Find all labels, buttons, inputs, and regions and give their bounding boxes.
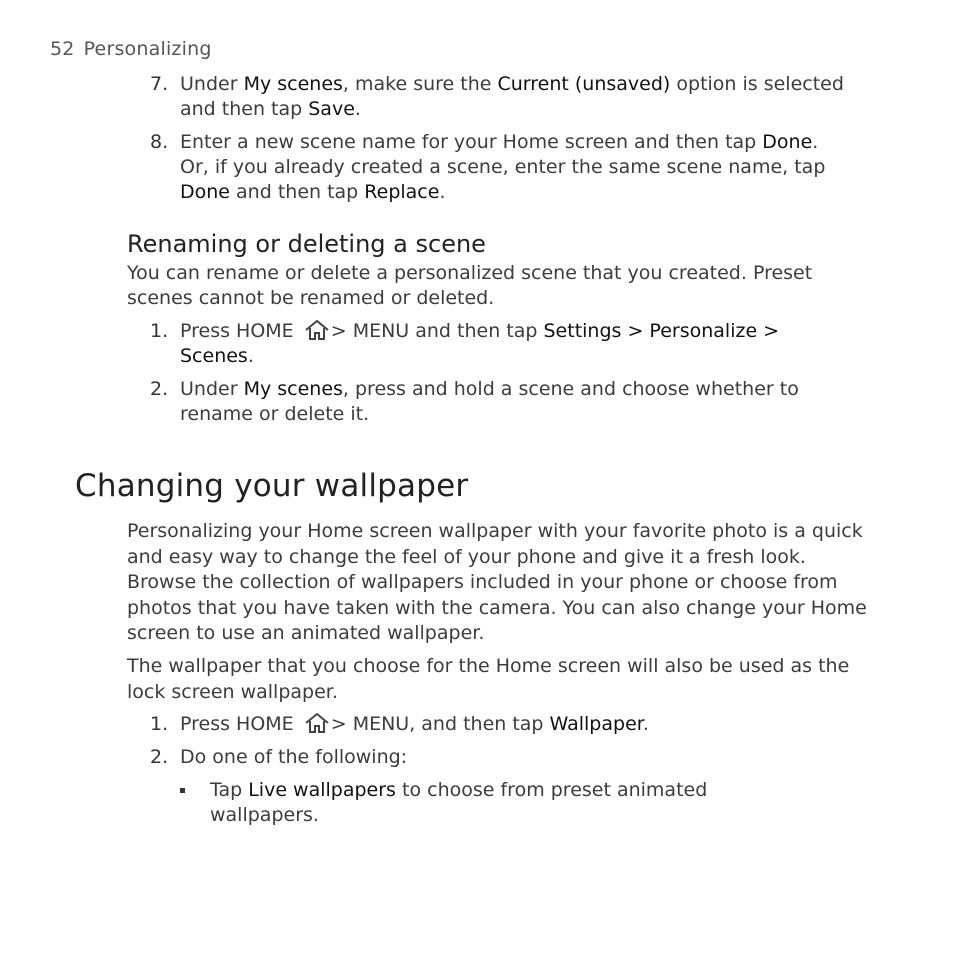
text-run: . bbox=[354, 98, 361, 120]
text-run: and then tap bbox=[230, 181, 365, 203]
text-run: > MENU and then tap bbox=[330, 320, 544, 342]
text-run: Under bbox=[180, 378, 244, 400]
step-number: 1. bbox=[150, 320, 169, 342]
step-text bbox=[180, 319, 850, 369]
step-number: 2. bbox=[150, 746, 169, 768]
home-icon bbox=[304, 712, 330, 734]
section-title: Personalizing bbox=[83, 38, 212, 60]
step-number: 8. bbox=[150, 131, 169, 153]
step-8 bbox=[150, 130, 850, 205]
home-icon bbox=[304, 319, 330, 341]
rename-step-1 bbox=[150, 319, 850, 369]
step-number: 1. bbox=[150, 713, 169, 735]
ui-term: My scenes bbox=[243, 73, 343, 95]
page-header bbox=[50, 38, 212, 60]
step-text bbox=[180, 130, 850, 205]
rename-heading: Renaming or deleting a scene bbox=[127, 230, 486, 258]
text-run: . Or, if you already created a scene, enter the same scene name, tap bbox=[180, 131, 826, 178]
wallpaper-bullet-1 bbox=[180, 778, 820, 828]
text-run: option is selected and then tap bbox=[180, 73, 844, 120]
step-7 bbox=[150, 72, 850, 122]
text-run: Enter a new scene name for your Home screen and then tap bbox=[180, 131, 763, 153]
page-number: 52 bbox=[50, 38, 75, 60]
text-run: Press HOME bbox=[180, 320, 300, 342]
ui-term: Current (unsaved) bbox=[497, 73, 671, 95]
rename-intro: You can rename or delete a personalized scene that you created. Preset scenes cannot be renamed or deleted. bbox=[127, 262, 813, 309]
ui-term: Wallpaper bbox=[549, 713, 643, 735]
bullet-marker bbox=[180, 788, 185, 793]
text-run: Under bbox=[180, 73, 244, 95]
text-run: . bbox=[642, 713, 649, 735]
ui-term: My scenes bbox=[243, 378, 343, 400]
ui-term: Done bbox=[180, 181, 230, 203]
ui-term: Save bbox=[308, 98, 355, 120]
wallpaper-heading: Changing your wallpaper bbox=[75, 468, 469, 504]
bullet-text bbox=[210, 778, 820, 828]
wallpaper-step-1 bbox=[150, 712, 850, 737]
wallpaper-paragraph-1: Personalizing your Home screen wallpaper with your favorite photo is a quick and easy way to change the feel of your phone and give it a fresh look. Browse the collection of wallpapers included in your phone or choose from photos that you have taken with the camera. You can also change your Home screen to use an animated wallpaper. bbox=[127, 520, 867, 644]
wallpaper-step-2 bbox=[150, 745, 850, 770]
text-run: Press HOME bbox=[180, 713, 300, 735]
ui-term: Settings > Personalize > Scenes bbox=[180, 320, 780, 367]
ui-term: Replace bbox=[364, 181, 440, 203]
step-text: Do one of the following: bbox=[180, 746, 408, 768]
ui-term: Done bbox=[762, 131, 813, 153]
text-run: to choose from preset animated wallpapers. bbox=[210, 779, 708, 826]
step-number: 2. bbox=[150, 378, 169, 400]
step-text bbox=[180, 712, 850, 737]
text-run: , press and hold a scene and choose whether to rename or delete it. bbox=[180, 378, 799, 425]
text-run: Tap bbox=[210, 779, 249, 801]
step-text bbox=[180, 72, 850, 122]
step-number: 7. bbox=[150, 73, 169, 95]
text-run: . bbox=[439, 181, 446, 203]
step-text bbox=[180, 377, 850, 427]
ui-term: Live wallpapers bbox=[248, 779, 396, 801]
rename-step-2 bbox=[150, 377, 850, 427]
text-run: , make sure the bbox=[342, 73, 498, 95]
text-run: . bbox=[247, 345, 254, 367]
wallpaper-paragraph-2: The wallpaper that you choose for the Home screen will also be used as the lock screen wallpaper. bbox=[127, 655, 850, 703]
text-run: > MENU, and then tap bbox=[330, 713, 550, 735]
